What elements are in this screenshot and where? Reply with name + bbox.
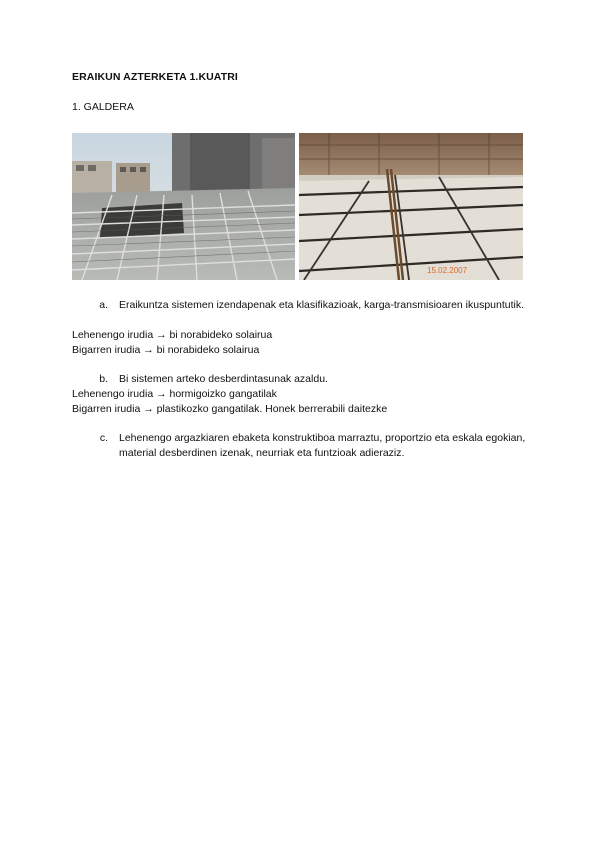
answer-line: Bigarren irudia → bi norabideko solairua: [72, 344, 260, 356]
section-heading: 1. GALDERA: [72, 101, 134, 113]
concrete-blocks-image: [72, 133, 295, 280]
question-label: b.: [99, 373, 108, 385]
question-label: c.: [99, 432, 108, 444]
document-title: ERAIKUN AZTERKETA 1.KUATRI: [72, 71, 238, 83]
rebar-formwork-image: [299, 133, 523, 280]
construction-photo-rebar-formwork: [299, 133, 523, 280]
question-text: Lehenengo argazkiaren ebaketa konstruktiboa marraztu, proportzio eta eskala egokian, material desberdinen izenak, neurriak eta funtzioak adieraziz.: [119, 432, 526, 459]
question-b: [72, 372, 532, 387]
question-a: [72, 298, 532, 313]
answer-line: Lehenengo irudia → bi norabideko solairua: [72, 329, 273, 341]
answer-line: Bigarren irudia → plastikozko gangatilak. Honek berrerabili daitezke: [72, 403, 388, 415]
question-label: a.: [99, 299, 108, 311]
answer-line: Lehenengo irudia → hormigoizko gangatilak: [72, 388, 277, 400]
question-text: Bi sistemen arteko desberdintasunak azaldu.: [119, 373, 328, 385]
photo-date-stamp: 15.02.2007: [427, 266, 468, 275]
construction-photo-concrete-blocks: [72, 133, 295, 280]
question-c: [72, 431, 532, 460]
question-text: Eraikuntza sistemen izendapenak eta klasifikazioak, karga-transmisioaren ikuspuntutik.: [119, 299, 525, 311]
